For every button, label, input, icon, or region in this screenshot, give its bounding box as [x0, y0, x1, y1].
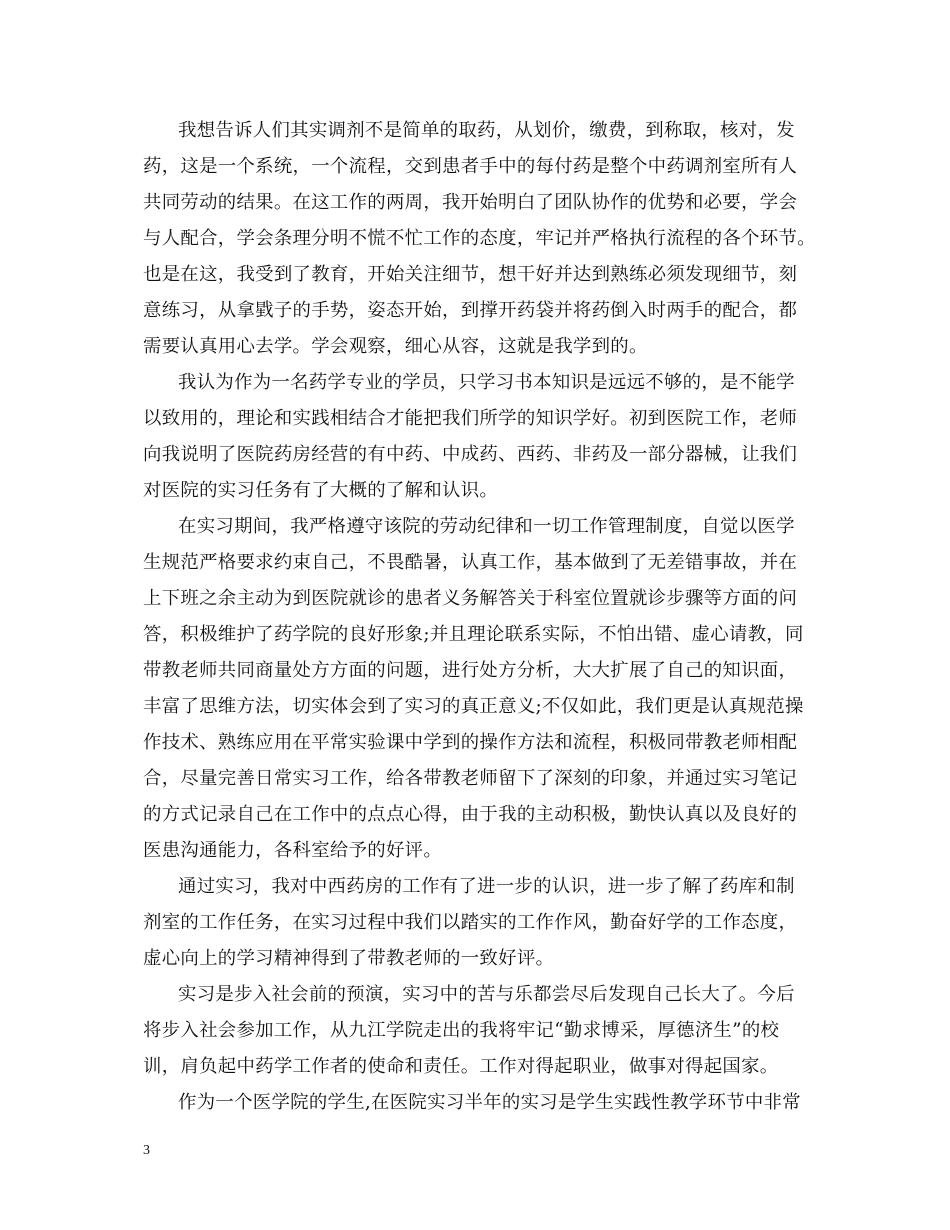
text-line: 合，尽量完善日常实习工作，给各带教老师留下了深刻的印象，并通过实习笔记 [143, 768, 798, 789]
text-line: 我想告诉人们其实调剂不是简单的取药，从划价，缴费，到称取，核对，发 [178, 120, 795, 141]
text-line: 也是在这，我受到了教育，开始关注细节，想干好并达到熟练必须发现细节，刻 [143, 264, 798, 285]
text-line: 的方式记录自己在工作中的点点心得，由于我的主动积极，勤快认真以及良好的 [143, 804, 798, 825]
text-line: 向我说明了医院药房经营的有中药、中成药、西药、非药及一部分器械，让我们 [143, 444, 798, 465]
text-line: 训，肩负起中药学工作者的使命和责任。工作对得起职业，做事对得起国家。 [143, 1056, 779, 1077]
text-line: 答，积极维护了药学院的良好形象;并且理论联系实际，不怕出错、虚心请教，同 [143, 624, 804, 645]
text-line: 作为一个医学院的学生,在医院实习半年的实习是学生实践性教学环节中非常 [178, 1092, 801, 1113]
text-line: 通过实习，我对中西药房的工作有了进一步的认识，进一步了解了药库和制 [178, 876, 795, 897]
text-line: 对医院的实习任务有了大概的了解和认识。 [143, 480, 499, 501]
text-line: 医患沟通能力，各科室给予的好评。 [143, 840, 443, 861]
text-line: 实习是步入社会前的预演，实习中的苦与乐都尝尽后发现自己长大了。今后 [178, 984, 795, 1005]
text-line: 剂室的工作任务，在实习过程中我们以踏实的工作作风，勤奋好学的工作态度， [143, 912, 798, 933]
page-number: 3 [143, 1143, 150, 1158]
text-line: 带教老师共同商量处方方面的问题，进行处方分析，大大扩展了自己的知识面， [143, 660, 798, 681]
text-line: 将步入社会参加工作，从九江学院走出的我将牢记“勤求博采，厚德济生”的校 [143, 1020, 780, 1041]
text-line: 生规范严格要求约束自己，不畏酷暑，认真工作，基本做到了无差错事故，并在 [143, 552, 798, 573]
text-line: 我认为作为一名药学专业的学员，只学习书本知识是远远不够的，是不能学 [178, 372, 795, 393]
text-line: 药，这是一个系统，一个流程，交到患者手中的每付药是整个中药调剂室所有人 [143, 156, 798, 177]
text-line: 以致用的，理论和实践相结合才能把我们所学的知识学好。初到医院工作，老师 [143, 408, 798, 429]
text-line: 丰富了思维方法，切实体会到了实习的真正意义;不仅如此，我们更是认真规范操 [143, 696, 804, 717]
text-line: 意练习，从拿戥子的手势，姿态开始，到撑开药袋并将药倒入时两手的配合，都 [143, 300, 798, 321]
text-line: 虚心向上的学习精神得到了带教老师的一致好评。 [143, 948, 555, 969]
text-line: 上下班之余主动为到医院就诊的患者义务解答关于科室位置就诊步骤等方面的问 [143, 588, 798, 609]
text-line: 作技术、熟练应用在平常实验课中学到的操作方法和流程，积极同带教老师相配 [143, 732, 798, 753]
text-line: 共同劳动的结果。在这工作的两周，我开始明白了团队协作的优势和必要，学会 [143, 192, 798, 213]
text-line: 在实习期间，我严格遵守该院的劳动纪律和一切工作管理制度，自觉以医学 [178, 516, 795, 537]
text-line: 需要认真用心去学。学会观察，细心从容，这就是我学到的。 [143, 336, 648, 357]
text-line: 与人配合，学会条理分明不慌不忙工作的态度，牢记并严格执行流程的各个环节。 [143, 228, 816, 249]
